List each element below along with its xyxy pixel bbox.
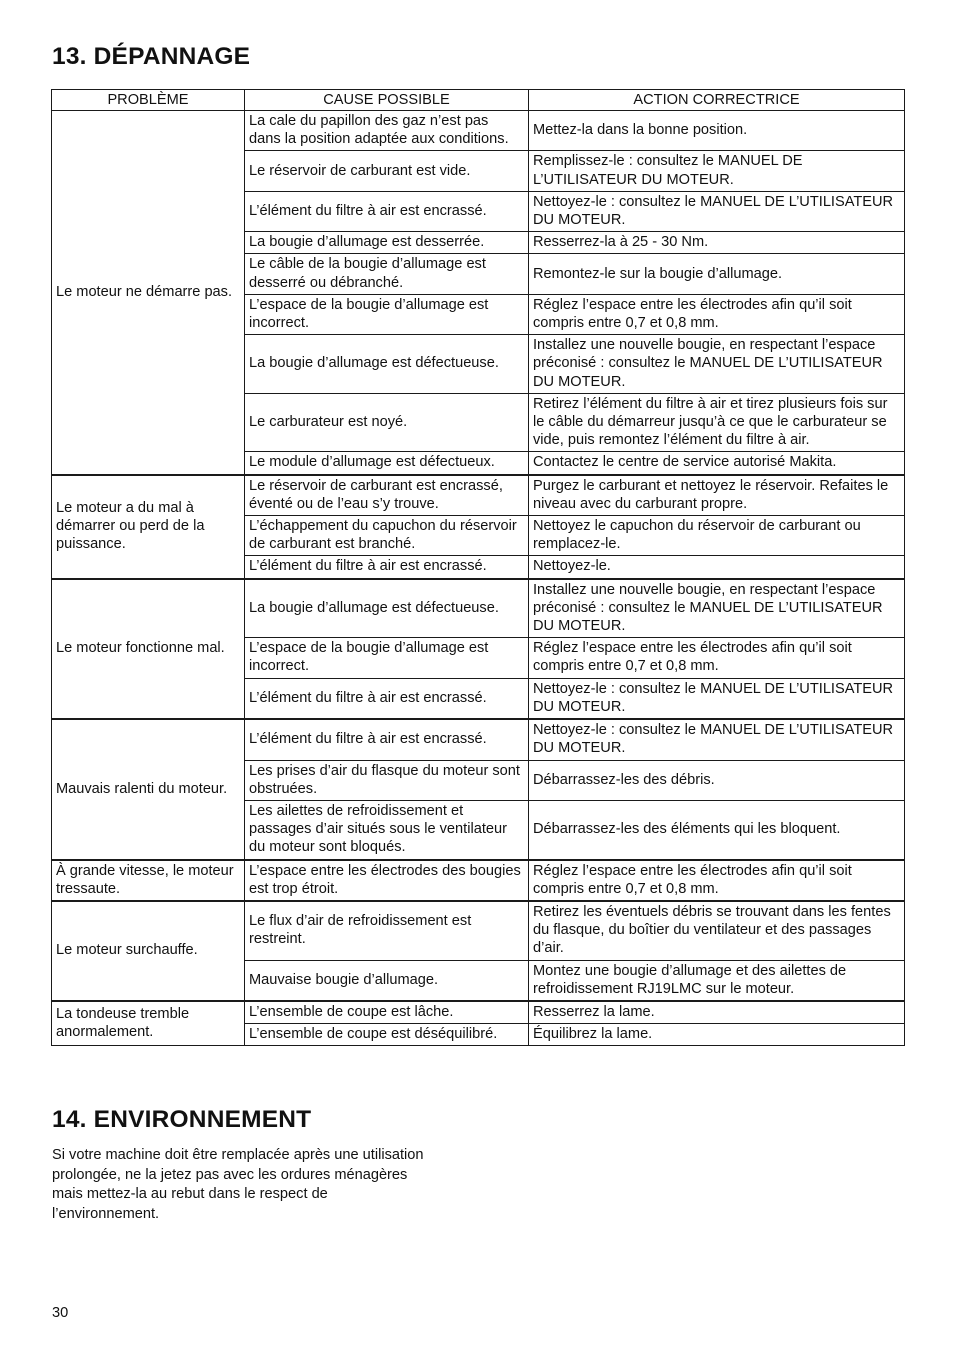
table-body <box>52 111 905 1046</box>
cause-cell: Le flux d’air de refroidissement est restreint. <box>245 901 529 960</box>
action-cell: Nettoyez-le : consultez le MANUEL DE L’UTILISATEUR DU MOTEUR. <box>529 678 905 719</box>
header-cause-possible: CAUSE POSSIBLE <box>245 90 529 111</box>
action-cell: Installez une nouvelle bougie, en respectant l’espace préconisé : consultez le MANUEL DE L’UTILISATEUR DU MOTEUR. <box>529 579 905 638</box>
environment-line: l’environnement. <box>52 1205 160 1222</box>
cause-cell: L’échappement du capuchon du réservoir de carburant est branché. <box>245 516 529 556</box>
environment-line: prolongée, ne la jetez pas avec les ordures ménagères <box>52 1166 408 1183</box>
cause-cell: L’élément du filtre à air est encrassé. <box>245 678 529 719</box>
action-cell: Resserrez-la à 25 - 30 Nm. <box>529 232 905 254</box>
section-13-title: 13. DÉPANNAGE <box>52 43 251 70</box>
problem-cell: Le moteur ne démarre pas. <box>52 111 245 475</box>
action-cell: Resserrez la lame. <box>529 1001 905 1024</box>
action-cell: Nettoyez-le. <box>529 556 905 579</box>
problem-cell: Le moteur fonctionne mal. <box>52 579 245 719</box>
action-cell: Réglez l’espace entre les électrodes afin qu’il soit compris entre 0,7 et 0,8 mm. <box>529 860 905 901</box>
cause-cell: La bougie d’allumage est desserrée. <box>245 232 529 254</box>
action-cell: Nettoyez le capuchon du réservoir de carburant ou remplacez-le. <box>529 516 905 556</box>
table-row <box>52 719 905 760</box>
table-row <box>52 1001 905 1024</box>
cause-cell: La bougie d’allumage est défectueuse. <box>245 335 529 394</box>
cause-cell: Les prises d’air du flasque du moteur sont obstruées. <box>245 760 529 800</box>
action-cell: Réglez l’espace entre les électrodes afin qu’il soit compris entre 0,7 et 0,8 mm. <box>529 294 905 334</box>
section-14-title: 14. ENVIRONNEMENT <box>52 1106 312 1133</box>
header-action-correctrice: ACTION CORRECTRICE <box>529 90 905 111</box>
action-cell: Contactez le centre de service autorisé Makita. <box>529 452 905 475</box>
problem-cell: Le moteur surchauffe. <box>52 901 245 1001</box>
cause-cell: L’élément du filtre à air est encrassé. <box>245 556 529 579</box>
cause-cell: Le carburateur est noyé. <box>245 393 529 452</box>
action-cell: Équilibrez la lame. <box>529 1024 905 1046</box>
cause-cell: Mauvaise bougie d’allumage. <box>245 960 529 1001</box>
problem-cell: À grande vitesse, le moteur tressaute. <box>52 860 245 901</box>
table-row <box>52 475 905 516</box>
action-cell: Retirez l’élément du filtre à air et tirez plusieurs fois sur le câble du démarreur jusqu’à ce que le carburateur se vide, puis remontez l’élément du filtre à air. <box>529 393 905 452</box>
table-header-row <box>52 90 905 111</box>
page-number: 30 <box>52 1305 69 1321</box>
cause-cell: L’espace de la bougie d’allumage est incorrect. <box>245 294 529 334</box>
environment-line: mais mettez-la au rebut dans le respect de <box>52 1186 328 1202</box>
action-cell: Nettoyez-le : consultez le MANUEL DE L’UTILISATEUR DU MOTEUR. <box>529 719 905 760</box>
action-cell: Remplissez-le : consultez le MANUEL DE L’UTILISATEUR DU MOTEUR. <box>529 151 905 191</box>
action-cell: Nettoyez-le : consultez le MANUEL DE L’UTILISATEUR DU MOTEUR. <box>529 191 905 231</box>
cause-cell: Le réservoir de carburant est vide. <box>245 151 529 191</box>
cause-cell: Le réservoir de carburant est encrassé, éventé ou de l’eau s’y trouve. <box>245 475 529 516</box>
cause-cell: L’élément du filtre à air est encrassé. <box>245 191 529 231</box>
action-cell: Purgez le carburant et nettoyez le réservoir. Refaites le niveau avec du carburant propre. <box>529 475 905 516</box>
environment-paragraph <box>52 1146 472 1224</box>
action-cell: Débarrassez-les des éléments qui les bloquent. <box>529 800 905 859</box>
action-cell: Installez une nouvelle bougie, en respectant l’espace préconisé : consultez le MANUEL DE L’UTILISATEUR DU MOTEUR. <box>529 335 905 394</box>
table-row <box>52 111 905 151</box>
cause-cell: L’ensemble de coupe est lâche. <box>245 1001 529 1024</box>
cause-cell: Le module d’allumage est défectueux. <box>245 452 529 475</box>
cause-cell: Les ailettes de refroidissement et passages d’air situés sous le ventilateur du moteur sont bloqués. <box>245 800 529 859</box>
table-row <box>52 901 905 960</box>
action-cell: Retirez les éventuels débris se trouvant dans les fentes du flasque, du boîtier du ventilateur et des passages d’air. <box>529 901 905 960</box>
table-row <box>52 579 905 638</box>
problem-cell: La tondeuse tremble anormalement. <box>52 1001 245 1046</box>
action-cell: Débarrassez-les des débris. <box>529 760 905 800</box>
cause-cell: La cale du papillon des gaz n’est pas dans la position adaptée aux conditions. <box>245 111 529 151</box>
action-cell: Mettez-la dans la bonne position. <box>529 111 905 151</box>
problem-cell: Le moteur a du mal à démarrer ou perd de la puissance. <box>52 475 245 579</box>
cause-cell: L’espace de la bougie d’allumage est incorrect. <box>245 638 529 678</box>
cause-cell: Le câble de la bougie d’allumage est desserré ou débranché. <box>245 254 529 294</box>
header-probleme: PROBLÈME <box>52 90 245 111</box>
cause-cell: L’ensemble de coupe est déséquilibré. <box>245 1024 529 1046</box>
action-cell: Remontez-le sur la bougie d’allumage. <box>529 254 905 294</box>
action-cell: Réglez l’espace entre les électrodes afin qu’il soit compris entre 0,7 et 0,8 mm. <box>529 638 905 678</box>
cause-cell: L’espace entre les électrodes des bougies est trop étroit. <box>245 860 529 901</box>
environment-line: Si votre machine doit être remplacée après une utilisation <box>52 1147 424 1163</box>
problem-cell: Mauvais ralenti du moteur. <box>52 719 245 859</box>
action-cell: Montez une bougie d’allumage et des ailettes de refroidissement RJ19LMC sur le moteur. <box>529 960 905 1001</box>
table-row <box>52 860 905 901</box>
troubleshooting-table <box>51 89 905 1046</box>
cause-cell: La bougie d’allumage est défectueuse. <box>245 579 529 638</box>
cause-cell: L’élément du filtre à air est encrassé. <box>245 719 529 760</box>
